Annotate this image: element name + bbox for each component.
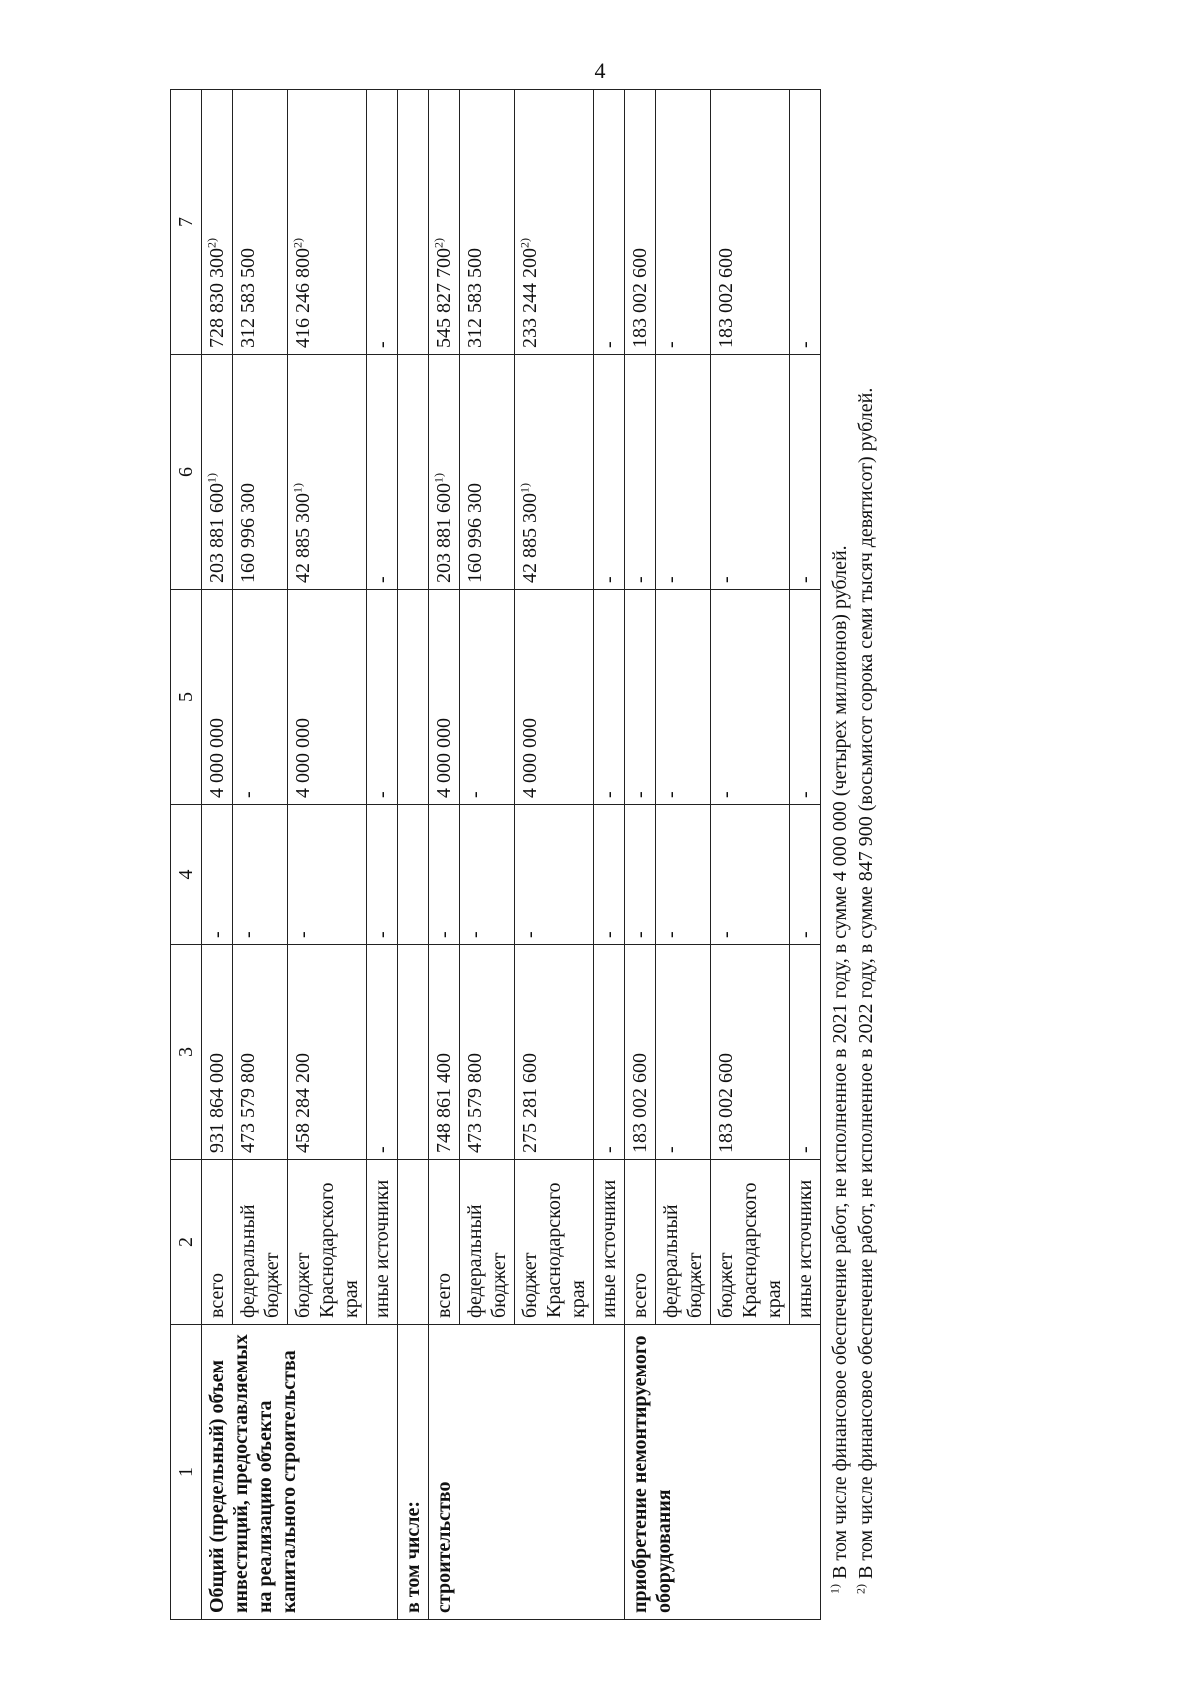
value-cell: - [594,945,625,1160]
value-cell: - [656,945,711,1160]
value-text: 312 583 500 [464,248,486,348]
including-label: в том числе: [398,1325,429,1620]
source-cell: иные источники [790,1160,821,1325]
rotated-content [170,90,1050,1620]
value-text: - [794,341,816,348]
value-text: 545 827 700 [433,248,455,348]
value-cell: - [233,590,288,805]
value-cell [367,90,398,355]
value-text: 203 881 600 [433,483,455,583]
source-cell: иные источники [594,1160,625,1325]
header-cell: 3 [171,945,202,1160]
value-cell: - [656,590,711,805]
footnote-text: В том числе финансовое обеспечение работ, не исполненное в 2022 году, в сумме 847 900 (восьмисот сорока семи тысяч девятисот) рублей. [855,387,877,1579]
source-cell: всего [202,1160,233,1325]
value-cell [367,355,398,590]
footnote-text: В том числе финансовое обеспечение работ, не исполненное в 2021 году, в сумме 4 000 000 (четырех миллионов) рублей. [829,545,851,1579]
footnote-mark: 2) [204,238,219,248]
group-label-construction: строительство [429,1325,625,1620]
footnote-mark: 2) [431,238,446,248]
value-cell [656,90,711,355]
value-cell [288,355,367,590]
value-cell: - [367,805,398,945]
source-cell: бюджет Краснодарского края [711,1160,790,1325]
empty-cell [398,590,429,805]
value-cell: - [790,590,821,805]
value-cell [460,355,515,590]
value-cell: 4 000 000 [288,590,367,805]
header-cell: 7 [171,90,202,355]
value-cell: 4 000 000 [515,590,594,805]
value-cell [515,90,594,355]
value-cell [233,355,288,590]
value-text: - [660,341,682,348]
source-cell: бюджет Краснодарского края [515,1160,594,1325]
value-text: 183 002 600 [715,248,737,348]
value-cell: - [711,590,790,805]
footnote-mark: 2) [853,1584,868,1594]
value-cell: - [367,590,398,805]
value-cell: - [460,805,515,945]
value-cell: - [233,805,288,945]
value-cell: - [594,805,625,945]
table-header-row [171,90,202,1620]
value-cell [656,355,711,590]
value-text: 416 246 800 [292,248,314,348]
value-cell [594,90,625,355]
value-text: - [371,341,393,348]
header-cell: 2 [171,1160,202,1325]
value-cell [460,90,515,355]
value-text: - [715,576,737,583]
value-cell [711,90,790,355]
value-cell: - [656,805,711,945]
value-text: - [598,341,620,348]
source-cell: федеральный бюджет [460,1160,515,1325]
value-cell: - [711,805,790,945]
empty-cell [398,1160,429,1325]
table-row [202,90,233,1620]
value-cell: - [594,590,625,805]
value-cell [515,355,594,590]
value-text: - [660,576,682,583]
value-text: - [794,576,816,583]
source-cell: федеральный бюджет [233,1160,288,1325]
value-cell [790,355,821,590]
page-number: 4 [594,58,606,83]
table-row [625,90,656,1620]
value-cell: - [625,805,656,945]
value-cell [429,90,460,355]
footnotes [827,90,879,1620]
value-cell: - [790,805,821,945]
value-cell [233,90,288,355]
value-text: - [371,576,393,583]
value-text: 42 885 300 [292,493,314,583]
value-text: 312 583 500 [237,248,259,348]
value-cell [711,355,790,590]
group-label-total: Общий (предельный) объем инвестиций, предоставляемых на реализацию объекта капитального строительства [202,1325,398,1620]
value-cell: 4 000 000 [202,590,233,805]
value-text: 183 002 600 [629,248,651,348]
value-text: 160 996 300 [237,483,259,583]
footnote-mark: 2) [517,238,532,248]
value-cell [202,355,233,590]
value-cell: - [288,805,367,945]
header-cell: 1 [171,1325,202,1620]
value-cell: 183 002 600 [625,945,656,1160]
value-text: 233 244 200 [519,248,541,348]
footnote-mark: 1) [517,483,532,493]
empty-cell [398,805,429,945]
empty-cell [398,355,429,590]
value-cell: 458 284 200 [288,945,367,1160]
value-cell [790,90,821,355]
value-cell [429,355,460,590]
value-cell [202,90,233,355]
header-cell: 5 [171,590,202,805]
investment-table [170,89,821,1620]
header-cell: 4 [171,805,202,945]
source-cell: иные источники [367,1160,398,1325]
source-cell: всего [429,1160,460,1325]
group-label-equipment: приобретение немонтируемого оборудования [625,1325,821,1620]
value-cell: 183 002 600 [711,945,790,1160]
value-cell: - [625,590,656,805]
value-cell: - [202,805,233,945]
value-text: 42 885 300 [519,493,541,583]
table-row [398,90,429,1620]
footnote [827,90,853,1620]
value-cell: - [515,805,594,945]
value-cell: 748 861 400 [429,945,460,1160]
value-cell: 931 864 000 [202,945,233,1160]
source-cell: всего [625,1160,656,1325]
footnote [853,90,879,1620]
source-cell: федеральный бюджет [656,1160,711,1325]
value-cell: 473 579 800 [460,945,515,1160]
value-cell [625,355,656,590]
source-cell: бюджет Краснодарского края [288,1160,367,1325]
value-cell [594,355,625,590]
value-cell: - [460,590,515,805]
footnote-mark: 2) [290,238,305,248]
value-cell: 275 281 600 [515,945,594,1160]
value-text: 160 996 300 [464,483,486,583]
footnote-mark: 1) [431,473,446,483]
value-cell: - [429,805,460,945]
value-text: - [629,576,651,583]
value-cell: - [367,945,398,1160]
empty-cell [398,945,429,1160]
footnote-mark: 1) [290,483,305,493]
value-text: - [598,576,620,583]
table-row [429,90,460,1620]
value-cell [625,90,656,355]
footnote-mark: 1) [204,473,219,483]
value-text: 728 830 300 [206,248,228,348]
value-cell [288,90,367,355]
value-text: 203 881 600 [206,483,228,583]
footnote-mark: 1) [827,1584,842,1594]
value-cell: 4 000 000 [429,590,460,805]
header-cell: 6 [171,355,202,590]
value-cell: 473 579 800 [233,945,288,1160]
value-cell: - [790,945,821,1160]
empty-cell [398,90,429,355]
